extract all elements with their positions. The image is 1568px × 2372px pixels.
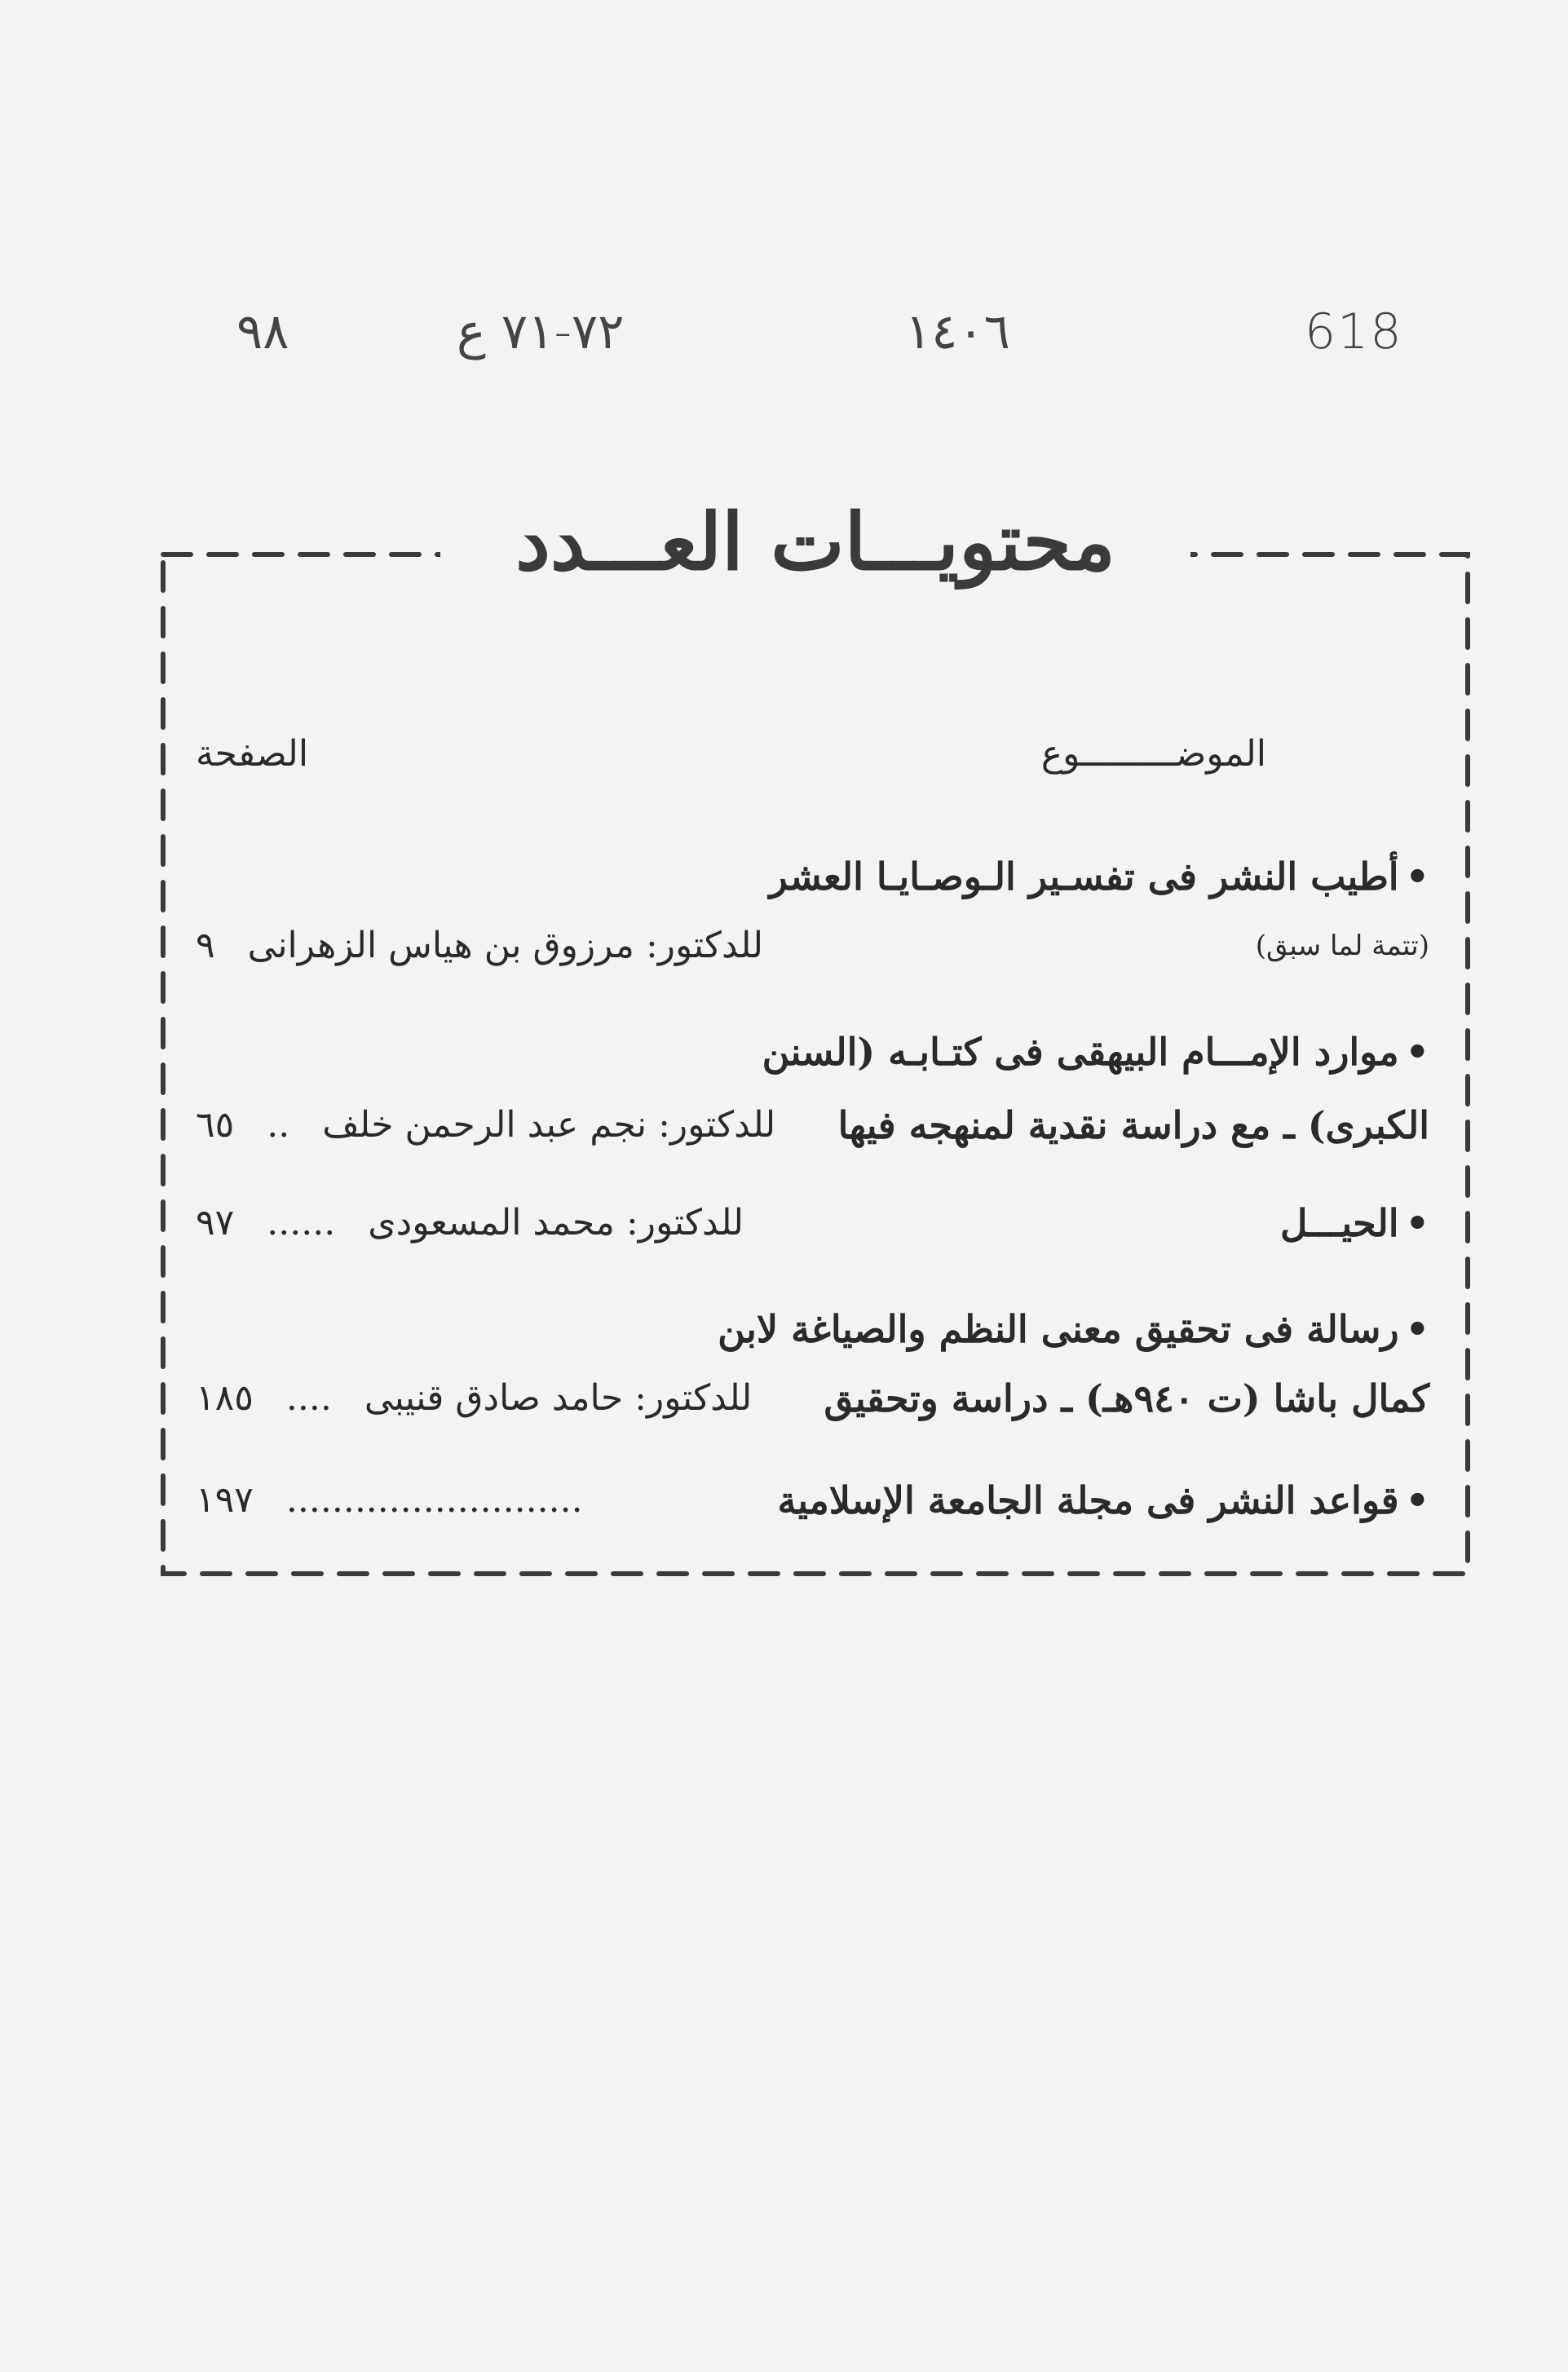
entry-author: للدكتور: مرزوق بن هياس الزهرانى — [247, 925, 764, 966]
toc-entry-4-title — [196, 1296, 1429, 1362]
entry-title: رسالة فى تحقيق معنى النظم والصياغة لابن — [718, 1307, 1399, 1351]
entry-page: ١٨٥ — [196, 1377, 254, 1419]
handwritten-note-1: ٩٨ — [236, 303, 289, 360]
bullet-icon: • — [1405, 1478, 1429, 1522]
page-title: محتويـــات العـــدد — [440, 489, 1190, 595]
entry-note: (تتمة لما سبق) — [1255, 930, 1429, 962]
bullet-icon: • — [1405, 1201, 1429, 1245]
header-topic: الموضـــــــــوع — [1040, 733, 1266, 775]
entry-title: قواعد النشر فى مجلة الجامعة الإسلامية — [777, 1478, 1399, 1522]
entry-page: ٩ — [196, 925, 215, 966]
entry-author: للدكتور: نجم عبد الرحمن خلف — [322, 1104, 776, 1146]
bullet-icon: • — [1405, 1030, 1429, 1074]
entry-title: الحيـــل — [1279, 1201, 1399, 1245]
entry-author: للدكتور: حامد صادق قنيبى — [364, 1377, 753, 1419]
entry-title-cont: كمال باشا (ت ٩٤٠هـ) ـ دراسة وتحقيق — [824, 1376, 1429, 1420]
toc-entry-2-details — [196, 1093, 1429, 1158]
entry-title-cont: الكبرى) ـ مع دراسة نقدية لمنهجه فيها — [837, 1103, 1429, 1147]
handwritten-note-2: ٧٢-٧١ ع — [457, 303, 625, 360]
entry-dots: .......................... — [285, 1479, 583, 1521]
handwritten-note-4: 618 — [1305, 303, 1403, 360]
entry-page: ٩٧ — [196, 1202, 235, 1243]
bullet-icon: • — [1405, 1307, 1429, 1351]
entry-title: أطيب النشر فى تفسـير الـوصـايـا العشر — [769, 855, 1399, 899]
toc-entry-2-title — [196, 1019, 1429, 1084]
entry-page: ١٩٧ — [196, 1479, 254, 1521]
toc-entry-4-details — [196, 1366, 1429, 1431]
header-page: الصفحة — [196, 733, 309, 775]
toc-entry-1-details — [196, 913, 1429, 978]
entry-page: ٦٥ — [196, 1104, 235, 1146]
entry-author: للدكتور: محمد المسعودى — [368, 1202, 744, 1243]
toc-entry-5 — [196, 1468, 1429, 1533]
bullet-icon: • — [1405, 855, 1429, 899]
entry-dots: .... — [285, 1377, 332, 1419]
entry-title: موارد الإمـــام البيهقى فى كتـابـه (السنن — [762, 1030, 1399, 1074]
toc-entry-3 — [196, 1190, 1429, 1256]
toc-entry-1-title — [196, 844, 1429, 909]
entry-dots: ...... — [267, 1202, 336, 1243]
handwritten-note-3: ١٤٠٦ — [905, 303, 1010, 360]
entry-dots: .. — [267, 1104, 290, 1146]
